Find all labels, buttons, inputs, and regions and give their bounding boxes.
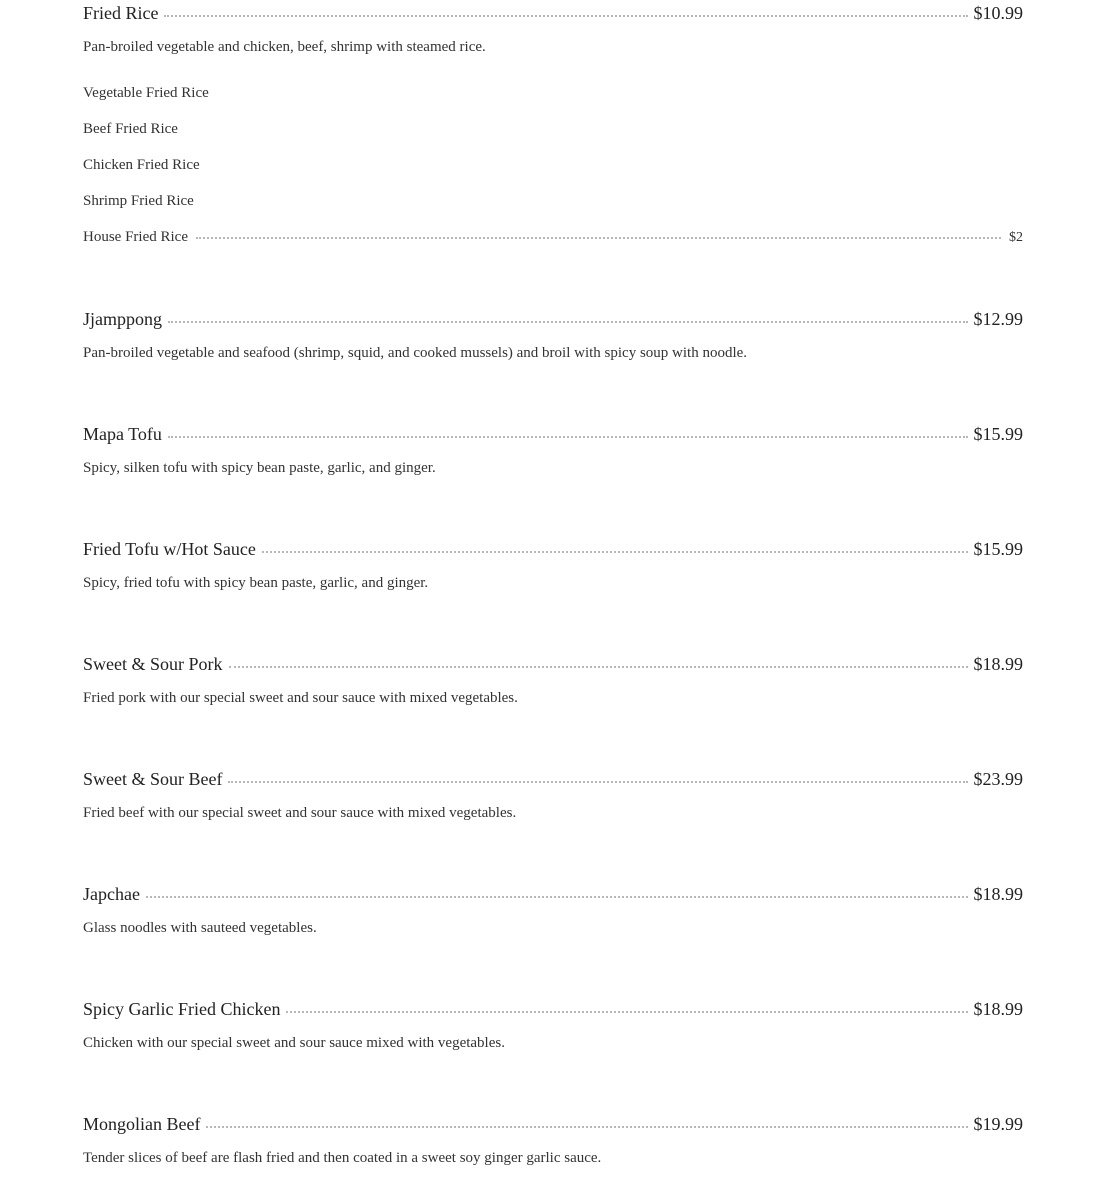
dot-leader	[164, 15, 967, 17]
menu-item-description: Fried pork with our special sweet and sour sauce with mixed vegetables.	[83, 690, 518, 706]
menu-item-header	[83, 884, 1023, 905]
menu-item-description: Chicken with our special sweet and sour sauce mixed with vegetables.	[83, 1035, 505, 1051]
menu-item-price: $15.99	[973, 539, 1023, 559]
menu-item-name: Jjamppong	[83, 309, 162, 329]
variant-list	[83, 84, 1023, 264]
dot-leader	[262, 551, 968, 553]
menu-item-name: Japchae	[83, 884, 140, 904]
menu-item-description: Glass noodles with sauteed vegetables.	[83, 920, 317, 936]
dot-leader	[196, 237, 1001, 239]
menu-item-price: $19.99	[973, 1114, 1023, 1134]
menu-item-description: Fried beef with our special sweet and sour sauce with mixed vegetables.	[83, 805, 517, 821]
variant-item	[83, 156, 1023, 192]
menu-item-header	[83, 1114, 1023, 1135]
menu-item-description: Pan-broiled vegetable and seafood (shrimp, squid, and cooked mussels) and broil with spicy soup with noodle.	[83, 345, 748, 361]
menu-item-header	[83, 769, 1023, 790]
menu-item-description: Tender slices of beef are flash fried and then coated in a sweet soy ginger garlic sauce.	[83, 1150, 602, 1166]
variant-name: Vegetable Fried Rice	[83, 85, 209, 101]
dot-leader	[168, 321, 968, 323]
menu-item-name: Mapa Tofu	[83, 424, 162, 444]
variant-name: House Fried Rice	[83, 229, 188, 245]
menu-item-description: Spicy, fried tofu with spicy bean paste, garlic, and ginger.	[83, 575, 429, 591]
menu-item	[83, 1114, 1023, 1167]
dot-leader	[286, 1011, 967, 1013]
variant-item	[83, 84, 1023, 120]
menu-item-price: $10.99	[973, 3, 1023, 23]
variant-name: Chicken Fried Rice	[83, 157, 200, 173]
dot-leader	[228, 781, 967, 783]
menu-item-fried-rice	[83, 3, 1023, 264]
variant-item	[83, 192, 1023, 228]
menu-item	[83, 539, 1023, 592]
menu-item-header	[83, 309, 1023, 330]
menu-item-description: Spicy, silken tofu with spicy bean paste, garlic, and ginger.	[83, 460, 436, 476]
dot-leader	[168, 436, 968, 438]
menu-item-header	[83, 654, 1023, 675]
variant-name: Shrimp Fried Rice	[83, 193, 194, 209]
menu-item-header	[83, 999, 1023, 1020]
menu-item-header	[83, 539, 1023, 560]
menu-item	[83, 309, 1023, 362]
menu-item	[83, 654, 1023, 707]
menu-item-price: $15.99	[973, 424, 1023, 444]
menu-item-price: $23.99	[973, 769, 1023, 789]
menu-item	[83, 424, 1023, 477]
menu-item	[83, 999, 1023, 1052]
menu-item-price: $18.99	[973, 999, 1023, 1019]
menu-item-header	[83, 424, 1023, 445]
menu-item	[83, 769, 1023, 822]
menu-item-price: $18.99	[973, 654, 1023, 674]
menu-item-name: Fried Tofu w/Hot Sauce	[83, 539, 256, 559]
menu-item-header	[83, 3, 1023, 24]
dot-leader	[229, 666, 968, 668]
menu-item	[83, 884, 1023, 937]
menu-item-name: Sweet & Sour Beef	[83, 769, 223, 789]
menu-item-price: $12.99	[973, 309, 1023, 329]
menu-item-price: $18.99	[973, 884, 1023, 904]
menu-item-name: Sweet & Sour Pork	[83, 654, 223, 674]
variant-price: $2	[1009, 230, 1023, 245]
variant-name: Beef Fried Rice	[83, 121, 178, 137]
variant-item	[83, 120, 1023, 156]
menu-item-description: Pan-broiled vegetable and chicken, beef, shrimp with steamed rice.	[83, 39, 486, 55]
dot-leader	[146, 896, 968, 898]
menu-item-name: Mongolian Beef	[83, 1114, 201, 1134]
menu-item-name: Fried Rice	[83, 3, 159, 23]
dot-leader	[206, 1126, 967, 1128]
variant-item	[83, 228, 1023, 264]
menu-item-name: Spicy Garlic Fried Chicken	[83, 999, 281, 1019]
